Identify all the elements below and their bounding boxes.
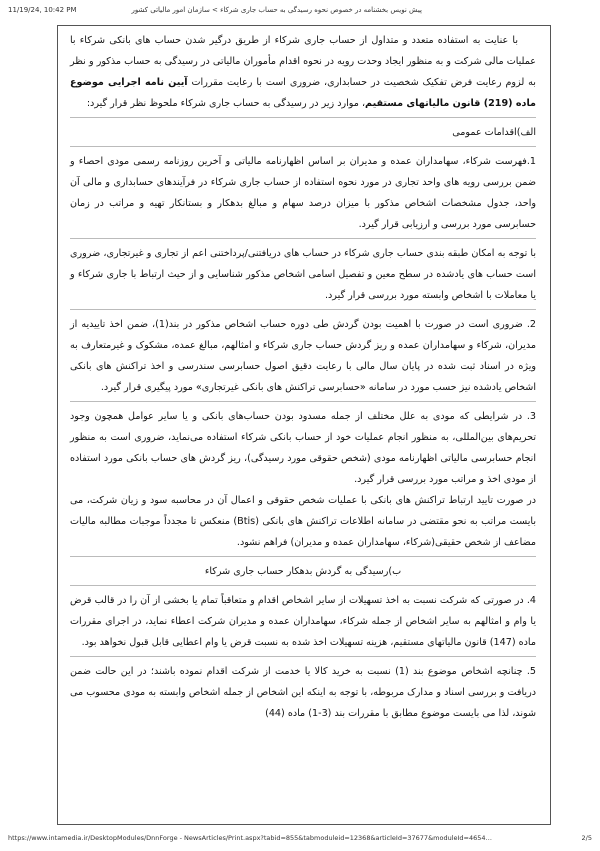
section-b-item-4: 4. در صورتی که شرکت نسبت به اخذ تسهیلات از سایر اشخاص اقدام و متعاقباً تمام یا بخشی از آن را در قالب قرض یا وام و امثالهم به سایر اشخاص از جمله شرکاء، سهامداران عمده و مدیران شرکت اعطاء نماید، در اجرای مقررات ماده (147) قانون مالیاتهای مستقیم، هزینه تسهیلات اخذ شده به نسبت قرض یا وام اعطایی قابل قبول نخواهد بود.: [70, 595, 536, 648]
section-a-item-2: 2. ضروری است در صورت با اهمیت بودن گردش طی دوره حساب اشخاص مذکور در بند(1)، ضمن اخذ تاییدیه از مدیران، شرکاء و سهامداران عمده و ریز گردش حساب جاری شرکاء و امثالهم، مبالغ عمده، مشکوک و غیرمتعارف به ویژه در اسناد ثبت شده در پایان سال مالی با رعایت دقیق اصول حسابرسی سندرسی و اخذ تراکنش های بانکی اشخاص یادشده نیز حسب مورد در سامانه «حسابرسی تراکنش های بانکی غیرتجاری» مورد پیگیری قرار گیرد.: [70, 319, 536, 393]
article-content-box: [57, 25, 551, 825]
divider: [70, 556, 536, 557]
article-body: [70, 30, 536, 724]
section-a-item-3-note: در صورت تایید ارتباط تراکنش های بانکی با عملیات شخص حقوقی و اعمال آن در محاسبه سود و زیان شرکت، می بایست مراتب به نحو مقتضی در سامانه اطلاعات تراکنش های بانکی (Btis) منعکس تا مجدداً موجبات مطالبه مالیات مضاعف از شخص حقیقی(شرکاء، سهامداران عمده و مدیران) فراهم نشود.: [70, 495, 537, 548]
divider: [70, 238, 536, 239]
print-page-title: پیش نویس بخشنامه در خصوص نحوه رسیدگی به حساب جاری شرکاء > سازمان امور مالیاتی کشور: [131, 6, 422, 14]
divider: [70, 309, 536, 310]
section-a-item-1-note: با توجه به امکان طبقه بندی حساب جاری شرکاء در حساب های دریافتنی/پرداختنی اعم از تجاری و غیرتجاری، ضروری است حساب های یادشده در سطح معین و تفصیل اسامی اشخاص مذکور شناسایی و از حیث ارتباط با جاری شرکاء و یا معاملات با اشخاص وابسته مورد بررسی قرار گیرد.: [70, 248, 536, 301]
intro-bold-reference: آیین نامه اجرایی موضوع ماده (219) قانون مالیاتهای مستقیم: [70, 77, 536, 109]
divider: [70, 656, 536, 657]
section-a-item-3: 3. در شرایطی که مودی به علل مختلف از جمله مسدود بودن حساب‌های بانکی و یا سایر عوامل همچون وجود تحریم‌های بین‌المللی، به منظور انجام عملیات خود از حساب بانکی شرکاء استفاده می‌نماید، ضروری است به منظور انجام حسابرسی مالیاتی اظهارنامه مودی (شخص حقوقی مورد رسیدگی)، ریز گردش های حساب بانکی مورد استفاده از مودی اخذ و مراتب مورد بررسی قرار گیرد.: [70, 411, 536, 485]
intro-paragraph: [70, 30, 536, 114]
print-timestamp: 11/19/24, 10:42 PM: [8, 6, 77, 14]
section-a-title: الف)اقدامات عمومی: [452, 127, 536, 138]
section-a-item-1: 1.فهرست شرکاء، سهامداران عمده و مدیران بر اساس اظهارنامه مالیاتی و آخرین روزنامه رسمی مودی احصاء و ضمن بررسی رویه های واحد تجاری در مورد نحوه استفاده از حساب جاری شرکاء در فرآیندهای حسابداری و مالی آن واحد، جدول مشخصات اشخاص مذکور با میزان درصد سهام و مبالغ بدهکار و بستانکار تهیه و مراتب در زمان حسابرسی مورد بررسی و ارزیابی قرار گیرد.: [70, 156, 536, 230]
section-b-item-5: 5. چنانچه اشخاص موضوع بند (1) نسبت به خرید کالا یا خدمت از شرکت اقدام نموده باشند؛ در این حالت ضمن دریافت و بررسی اسناد و مدارک مربوطه، با توجه به اینکه این اشخاص از جمله اشخاص وابسته به مودی محسوب می شوند، لذا می بایست موضوع مطابق با مقررات بند (3-1) ماده (44): [70, 666, 536, 719]
intro-text-after-bold: ، موارد زیر در رسیدگی به حساب جاری شرکاء ملحوظ نظر قرار گیرد:: [86, 98, 366, 109]
divider: [70, 585, 536, 586]
intro-text-before-bold: با عنایت به استفاده متعدد و متداول از حساب جاری شرکاء از طریق درگیر شدن حساب های بانکی شرکاء با عملیات مالی شرکت و به منظور ایجاد وحدت رویه در نحوه اقدام مأموران مالیاتی در رسیدگی به حساب مذکور و نظر به لزوم رعایت فرض تفکیک شخصیت در حسابداری، ضروری است با رعایت مقررات: [70, 35, 536, 88]
print-header: [8, 6, 592, 20]
print-url: https://www.intamedia.ir/DesktopModules/DnnForge - NewsArticles/Print.aspx?tabid=855&tabmoduleid=12368&articleId=37677&moduleId=4654…: [8, 834, 493, 842]
print-footer: [8, 834, 592, 846]
divider: [70, 401, 536, 402]
page-number: 2/5: [581, 834, 592, 842]
divider: [70, 146, 536, 147]
section-b-title: ب)رسیدگی به گردش بدهکار حساب جاری شرکاء: [204, 566, 402, 577]
divider: [70, 117, 536, 118]
